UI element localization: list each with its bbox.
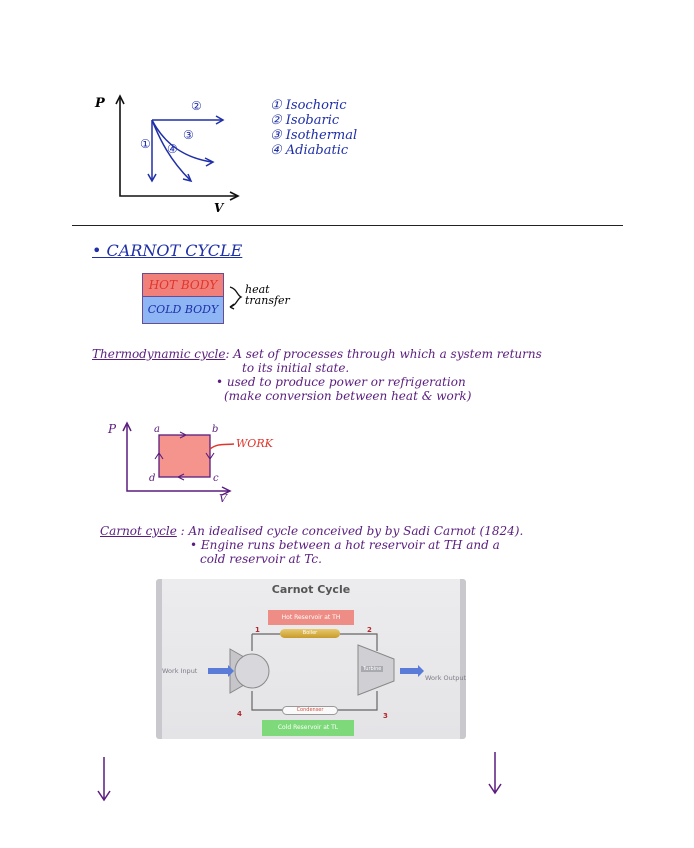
thermo-cycle-term: Thermodynamic cycle <box>92 347 226 361</box>
carnot-cycle-term: Carnot cycle <box>100 524 177 538</box>
hot-reservoir: Hot Reservoir at TH <box>268 610 354 625</box>
section-divider <box>72 225 623 226</box>
down-arrow-icon <box>95 755 113 803</box>
down-arrow-icon <box>486 750 504 798</box>
thermo-cycle-definition: Thermodynamic cycle: A set of processes through which a system returns to its initial state. • used to produce power or refrigeration (make conversion between heat & work) <box>92 347 542 403</box>
cold-body-box: COLD BODY <box>142 297 224 324</box>
corner-label-b: b <box>212 424 219 435</box>
brace-arrow <box>228 285 246 311</box>
work-input-label: Work Input <box>162 667 198 675</box>
corner-label-a: a <box>154 424 160 435</box>
legend-item: ② Isobaric <box>270 113 340 128</box>
curve-mark-isothermal: ③ <box>183 128 194 142</box>
curve-mark-isobaric: ② <box>191 99 202 113</box>
point-3: 3 <box>383 712 388 720</box>
turbine-label: Turbine <box>363 666 382 672</box>
process-legend <box>270 98 357 158</box>
hot-body-box: HOT BODY <box>142 273 224 297</box>
corner-label-c: c <box>213 473 219 484</box>
work-output-label: Work Output <box>425 674 466 682</box>
curve-mark-isochoric: ① <box>140 137 151 151</box>
cold-reservoir: Cold Reservoir at TL <box>262 720 354 736</box>
carnot-cycle-definition: Carnot cycle : An idealised cycle conceived by by Sadi Carnot (1824). • Engine runs between a hot reservoir at TH and a cold reservoir at Tc. <box>100 524 524 566</box>
slide-content <box>162 579 466 739</box>
legend-item: ① Isochoric <box>270 98 347 113</box>
corner-label-d: d <box>149 473 156 484</box>
work-label: WORK <box>236 437 273 450</box>
cycle-loop <box>162 579 460 739</box>
work-y-label: P <box>108 422 117 436</box>
curve-mark-adiabatic: ④ <box>167 142 178 156</box>
work-x-label: V <box>219 492 227 505</box>
pv-x-label: V <box>214 201 224 215</box>
point-4: 4 <box>237 710 242 718</box>
carnot-heading: • CARNOT CYCLE <box>92 241 243 260</box>
legend-item: ③ Isothermal <box>270 128 358 143</box>
condenser: Condenser <box>282 706 338 715</box>
boiler: Boiler <box>280 629 340 638</box>
point-2: 2 <box>367 626 372 634</box>
point-1: 1 <box>255 626 260 634</box>
carnot-slide-photo <box>156 579 466 739</box>
slide-title: Carnot Cycle <box>271 583 351 596</box>
heat-transfer-note: heat transfer <box>245 283 290 307</box>
pv-y-label: P <box>95 96 105 111</box>
legend-item: ④ Adiabatic <box>270 143 349 158</box>
